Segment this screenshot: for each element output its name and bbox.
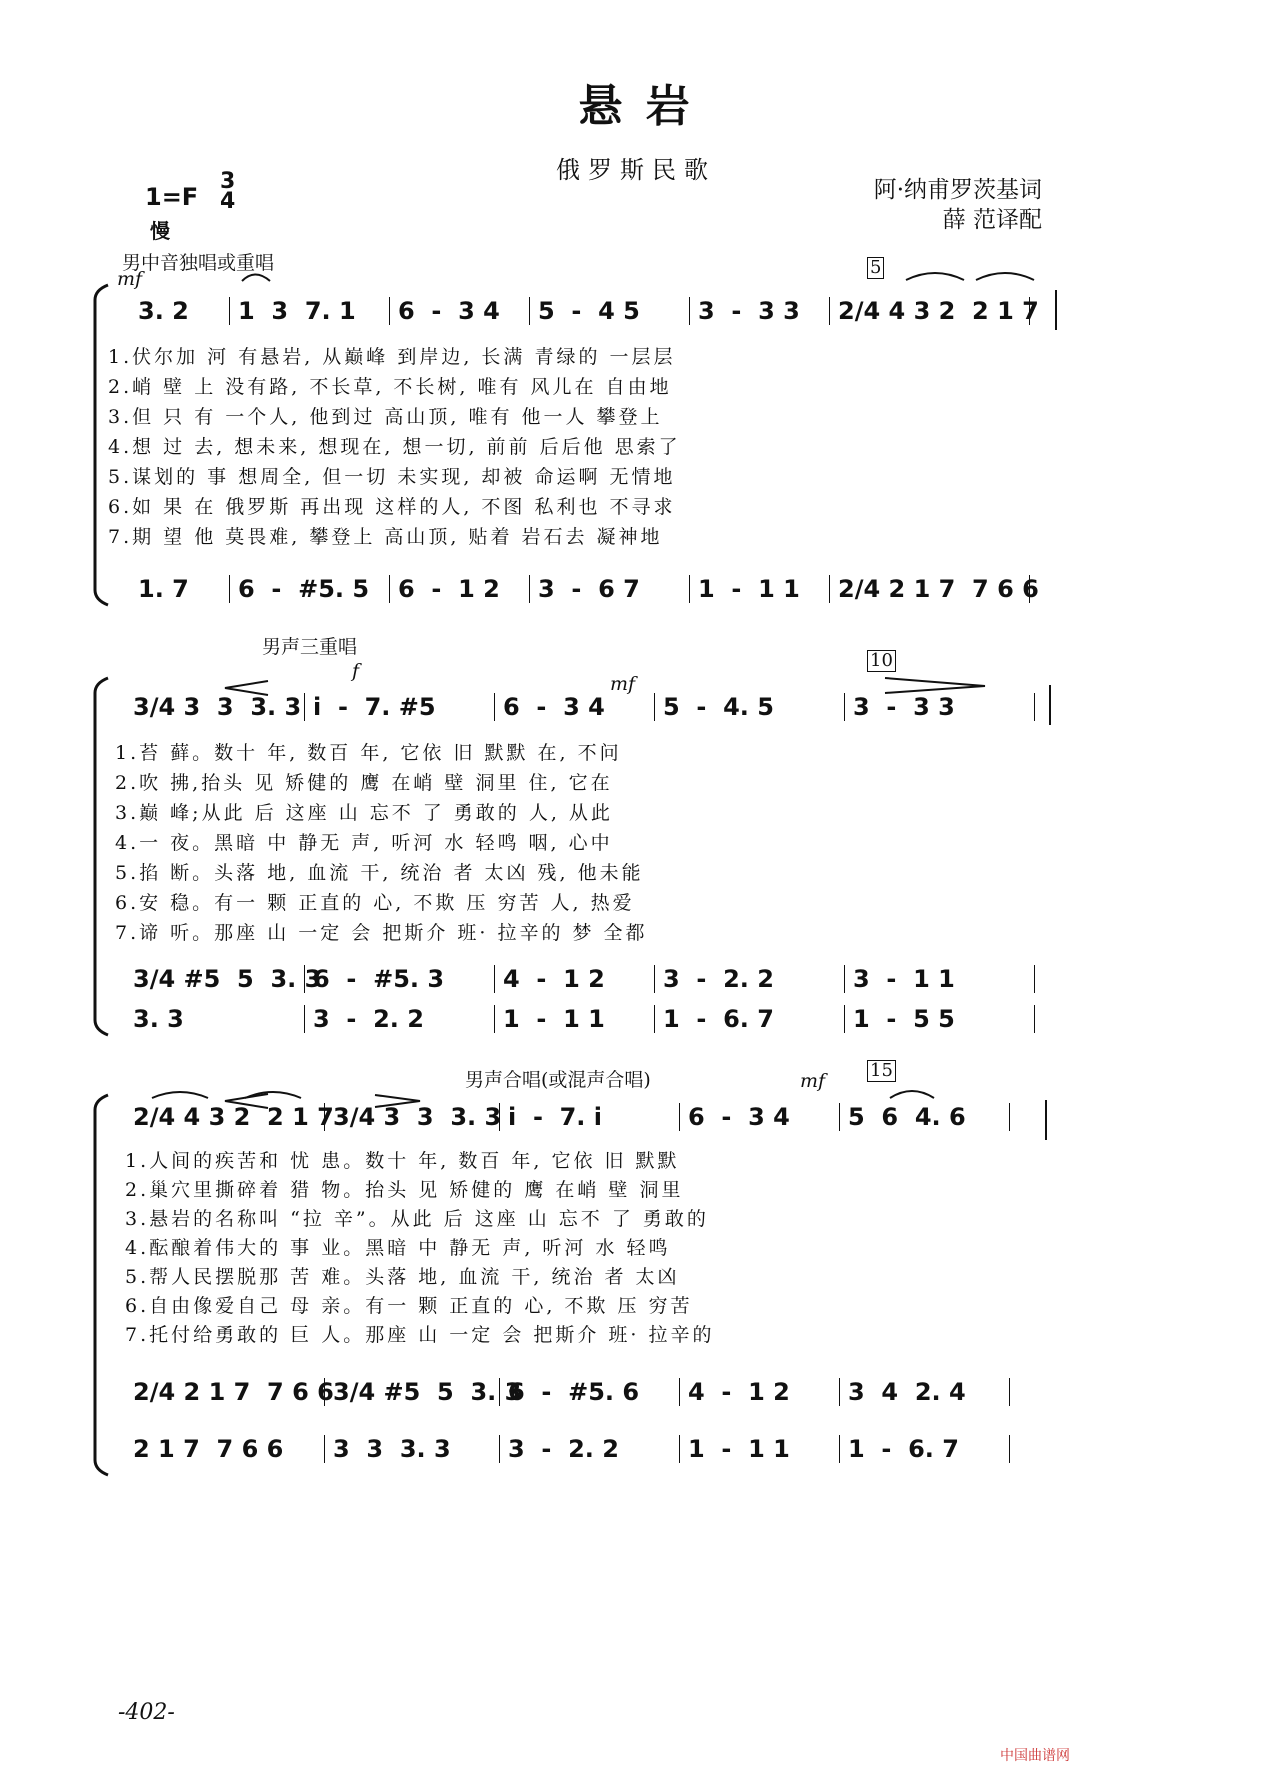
section-label-trio: 男声三重唱 xyxy=(262,636,358,658)
lyric-verse: 4.想 过 去, 想未来, 想现在, 想一切, 前前 后后他 思索了 xyxy=(108,436,681,458)
measure: 3 - 2. 2 xyxy=(500,1435,680,1463)
measure: 3 - 2. 2 xyxy=(305,1005,495,1033)
measure: 2/4 2 1 7 7 6 6 xyxy=(830,575,1030,603)
lyric-verse: 7.期 望 他 莫畏难, 攀登上 高山顶, 贴着 岩石去 凝神地 xyxy=(108,526,663,548)
measure: 6 - 1 2 xyxy=(390,575,530,603)
measure: 4 - 1 2 xyxy=(495,965,655,993)
key-signature: 1=F xyxy=(145,183,199,211)
measure: 6 - 3 4 xyxy=(495,693,655,721)
dynamic-f: f xyxy=(352,660,360,682)
section-label-chorus: 男声合唱(或混声合唱) xyxy=(465,1069,651,1091)
lyric-verse: 3.但 只 有 一个人, 他到过 高山顶, 唯有 他一人 攀登上 xyxy=(108,406,663,428)
measure: 1. 7 xyxy=(130,575,230,603)
lyric-verse: 3.巅 峰;从此 后 这座 山 忘不 了 勇敢的 人, 从此 xyxy=(115,802,613,824)
lyric-verse: 3.悬岩的名称叫 “拉 辛”。从此 后 这座 山 忘不 了 勇敢的 xyxy=(125,1208,709,1230)
measure: 3 - 6 7 xyxy=(530,575,690,603)
measure: 3 - 1 1 xyxy=(845,965,1035,993)
lyric-verse: 1.人间的疾苦和 忧 患。数十 年, 数百 年, 它依 旧 默默 xyxy=(125,1150,680,1172)
bass-line xyxy=(125,1005,1055,1033)
bass-line xyxy=(125,1435,1055,1463)
measure: 3/4 #5 5 3. 3 xyxy=(125,965,305,993)
measure: 1 - 6. 7 xyxy=(840,1435,1010,1463)
measure: 3/4 #5 5 3. 3 xyxy=(325,1378,500,1406)
lyric-verse: 7.托付给勇敢的 巨 人。那座 山 一定 会 把斯介 班· 拉辛的 xyxy=(125,1324,715,1346)
lyric-verse: 6.安 稳。有一 颗 正直的 心, 不欺 压 穷苦 人, 热爱 xyxy=(115,892,635,914)
measure: 1 - 5 5 xyxy=(845,1005,1035,1033)
subtitle: 俄罗斯民歌 xyxy=(556,156,716,184)
measure: i - 7. #5 xyxy=(305,693,495,721)
measure: 6 - #5. 6 xyxy=(500,1378,680,1406)
measure: 5 6 4. 6 xyxy=(840,1103,1010,1131)
dynamic-mf: mf xyxy=(610,673,636,695)
measure: 2 1 7 7 6 6 xyxy=(125,1435,325,1463)
measure: 5 - 4 5 xyxy=(530,297,690,325)
tenor-line xyxy=(125,1378,1055,1406)
measure-marker: 15 xyxy=(867,1060,896,1082)
lyrics-block xyxy=(125,1147,715,1350)
watermark: 中国曲谱网 xyxy=(1000,1748,1070,1764)
measure: 1 - 1 1 xyxy=(495,1005,655,1033)
lyric-verse: 6.自由像爱自己 母 亲。有一 颗 正直的 心, 不欺 压 穷苦 xyxy=(125,1295,693,1317)
lyric-verse: 1.苔 藓。数十 年, 数百 年, 它依 旧 默默 在, 不问 xyxy=(115,742,622,764)
measure: 2/4 4 3 2 2 1 7 xyxy=(830,297,1030,325)
measure-marker: 5 xyxy=(867,257,884,279)
melody-line xyxy=(130,297,1060,325)
dynamic-mf: mf xyxy=(117,268,143,290)
dynamic-mf: mf xyxy=(800,1070,826,1092)
measure: 3/4 3 3 3. 3 xyxy=(325,1103,500,1131)
lyricist-credit: 阿·纳甫罗茨基词 xyxy=(873,177,1042,203)
bass-line xyxy=(130,575,1060,603)
measure: 2/4 2 1 7 7 6 6 xyxy=(125,1378,325,1406)
page-number: -402- xyxy=(118,1700,175,1725)
melody-line xyxy=(125,1103,1055,1131)
measure: 6 - 3 4 xyxy=(390,297,530,325)
melody-line xyxy=(125,693,1055,721)
lyric-verse: 4.一 夜。黑暗 中 静无 声, 听河 水 轻鸣 咽, 心中 xyxy=(115,832,613,854)
measure: 6 - #5. 5 xyxy=(230,575,390,603)
lyrics-block xyxy=(115,738,648,948)
measure: 3 3 3. 3 xyxy=(325,1435,500,1463)
lyric-verse: 2.吹 拂,抬头 见 矫健的 鹰 在峭 壁 洞里 住, 它在 xyxy=(115,772,613,794)
measure: 3 4 2. 4 xyxy=(840,1378,1010,1406)
time-signature: 3 4 xyxy=(220,169,236,214)
lyric-verse: 7.谛 听。那座 山 一定 会 把斯介 班· 拉辛的 梦 全都 xyxy=(115,922,648,944)
lyric-verse: 5.掐 断。头落 地, 血流 干, 统治 者 太凶 残, 他未能 xyxy=(115,862,644,884)
lyric-verse: 2.峭 壁 上 没有路, 不长草, 不长树, 唯有 风儿在 自由地 xyxy=(108,376,672,398)
lyric-verse: 4.酝酿着伟大的 事 业。黑暗 中 静无 声, 听河 水 轻鸣 xyxy=(125,1237,671,1259)
lyric-verse: 6.如 果 在 俄罗斯 再出现 这样的人, 不图 私利也 不寻求 xyxy=(108,496,676,518)
measure: 4 - 1 2 xyxy=(680,1378,840,1406)
measure: 1 - 1 1 xyxy=(690,575,830,603)
page-title: 悬 岩 xyxy=(578,81,694,132)
measure: 3 - 2. 2 xyxy=(655,965,845,993)
translator-credit: 薛 范译配 xyxy=(942,207,1042,233)
lyric-verse: 5.帮人民摆脱那 苦 难。头落 地, 血流 干, 统治 者 太凶 xyxy=(125,1266,680,1288)
measure: 5 - 4. 5 xyxy=(655,693,845,721)
lyrics-block xyxy=(108,342,681,552)
measure: 3 - 3 3 xyxy=(845,693,1035,721)
measure: i - 7. i xyxy=(500,1103,680,1131)
measure: 3. 2 xyxy=(130,297,230,325)
lyric-verse: 2.巢穴里撕碎着 猎 物。抬头 见 矫健的 鹰 在峭 壁 洞里 xyxy=(125,1179,684,1201)
measure: 6 - #5. 3 xyxy=(305,965,495,993)
measure: 3/4 3 3 3. 3 xyxy=(125,693,305,721)
measure: 1 3 7. 1 xyxy=(230,297,390,325)
measure: 1 - 1 1 xyxy=(680,1435,840,1463)
measure: 2/4 4 3 2 2 1 7 xyxy=(125,1103,325,1131)
measure-marker: 10 xyxy=(867,650,896,672)
tempo-marking: 慢 xyxy=(150,219,170,243)
measure: 1 - 6. 7 xyxy=(655,1005,845,1033)
lyric-verse: 1.伏尔加 河 有悬岩, 从巅峰 到岸边, 长满 青绿的 一层层 xyxy=(108,346,676,368)
tenor-line xyxy=(125,965,1055,993)
measure: 3 - 3 3 xyxy=(690,297,830,325)
lyric-verse: 5.谋划的 事 想周全, 但一切 未实现, 却被 命运啊 无情地 xyxy=(108,466,676,488)
measure: 6 - 3 4 xyxy=(680,1103,840,1131)
measure: 3. 3 xyxy=(125,1005,305,1033)
section-label-solo: 男中音独唱或重唱 xyxy=(122,252,275,274)
